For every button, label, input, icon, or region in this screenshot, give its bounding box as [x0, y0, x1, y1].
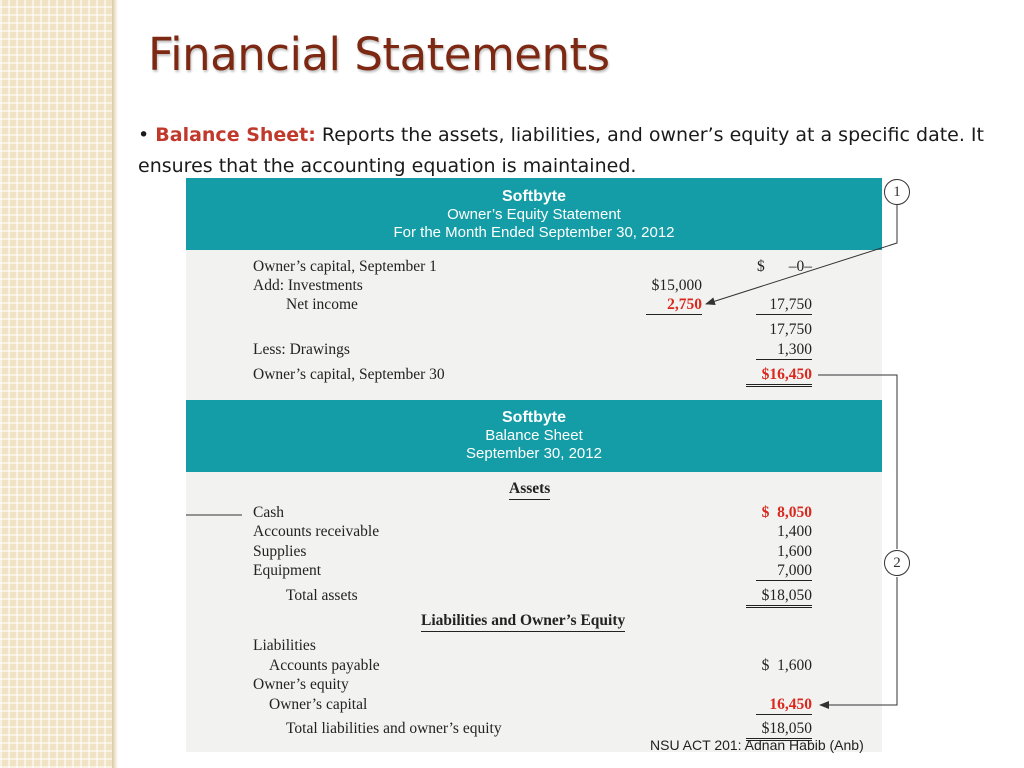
- liabilities-equity-heading: Liabilities and Owner’s Equity: [421, 612, 625, 632]
- cash-value: $ 8,050: [761, 504, 812, 521]
- capital-begin-value: –0–: [788, 258, 812, 275]
- owners-capital-label: Owner’s capital: [269, 696, 368, 713]
- slide-footer: NSU ACT 201: Adnan Habib (Anb): [650, 737, 864, 753]
- bullet-paragraph: [138, 120, 988, 182]
- equity-title: Owner’s Equity Statement: [447, 206, 621, 223]
- capital-begin-dollar: $: [757, 258, 765, 275]
- equity-period: For the Month Ended September 30, 2012: [393, 224, 675, 241]
- cash-label: Cash: [253, 504, 284, 521]
- equipment-label: Equipment: [253, 562, 322, 579]
- decorative-left-strip: [0, 0, 112, 768]
- capital-begin-label: Owner’s capital, September 1: [253, 258, 437, 275]
- bullet-marker: •: [138, 124, 150, 146]
- equipment-value: 7,000: [756, 562, 812, 581]
- drawings-label: Less: Drawings: [253, 341, 350, 358]
- balance-sheet-header: [186, 400, 882, 472]
- supplies-label: Supplies: [253, 543, 307, 560]
- total-assets-value: $18,050: [746, 587, 812, 608]
- net-income-label: Net income: [286, 296, 358, 313]
- assets-heading: Assets: [509, 480, 550, 500]
- capital-end-value: $16,450: [746, 366, 812, 387]
- balance-company: Softbyte: [502, 409, 566, 426]
- callout-2: 2: [884, 550, 910, 576]
- decorative-strip-edge: [112, 0, 118, 768]
- bullet-body: Reports the assets, liabilities, and owner’s equity at a specific date. It ensures that the accounting equation is maintained.: [138, 124, 984, 177]
- total-le-label: Total liabilities and owner’s equity: [286, 720, 502, 737]
- subtotal-1: 17,750: [756, 296, 812, 315]
- balance-date: September 30, 2012: [466, 445, 602, 462]
- equity-company: Softbyte: [502, 188, 566, 205]
- ar-value: 1,400: [777, 523, 812, 540]
- subtotal-2: 17,750: [769, 321, 812, 338]
- callout-1: 1: [884, 179, 910, 205]
- net-income-value: 2,750: [646, 296, 702, 315]
- capital-end-label: Owner’s capital, September 30: [253, 366, 445, 383]
- accounts-payable-label: Accounts payable: [269, 657, 380, 674]
- owners-equity-label: Owner’s equity: [253, 676, 349, 693]
- owners-capital-value: 16,450: [756, 696, 812, 715]
- total-assets-label: Total assets: [286, 587, 358, 604]
- add-investments-label: Add: Investments: [253, 277, 363, 294]
- liabilities-label: Liabilities: [253, 637, 316, 654]
- statements-figure: [186, 178, 882, 752]
- bullet-lead: Balance Sheet:: [155, 124, 316, 146]
- total-le-value: $18,050: [746, 720, 812, 741]
- ar-label: Accounts receivable: [253, 523, 380, 540]
- supplies-value: 1,600: [777, 543, 812, 560]
- accounts-payable-value: $ 1,600: [761, 657, 812, 674]
- balance-title: Balance Sheet: [485, 427, 583, 444]
- slide-title: Financial Statements: [148, 28, 610, 81]
- investments-value: $15,000: [651, 277, 702, 294]
- equity-statement-header: [186, 178, 882, 250]
- drawings-value: 1,300: [756, 341, 812, 360]
